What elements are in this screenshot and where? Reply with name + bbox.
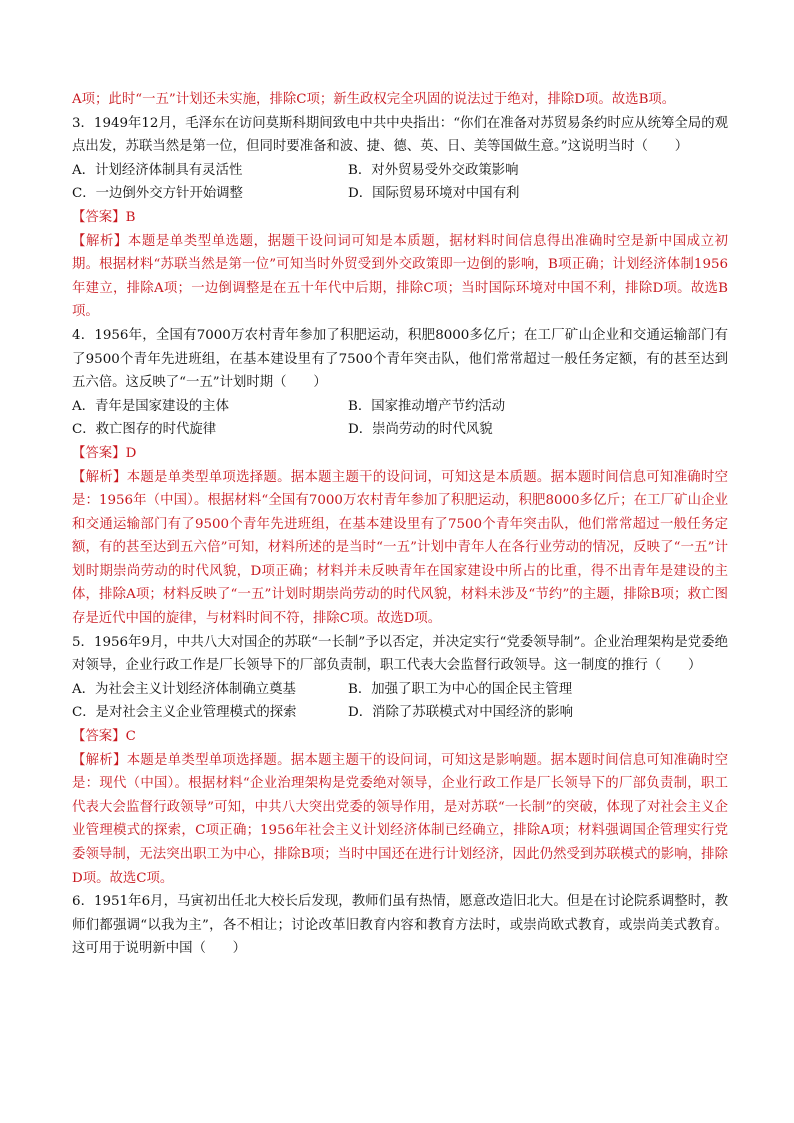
question-4-option-b: B．国家推动增产节约活动 bbox=[348, 398, 506, 414]
answer-value: C bbox=[125, 729, 136, 745]
question-4-options bbox=[72, 395, 728, 442]
analysis-text: 本题是单类型单项选择题。据本题主题干的设问词，可知这是影响题。据本题时间信息可知准确时空是：现代（中国）。根据材料“企业治理架构是党委绝对领导，企业行政工作是厂长领导下的厂部负责制，职工代表大会监督行政领导”可知，中共八大突出党委的领导作用，是对苏联“一长制”的突破，体现了对社会主义企业管理模式的探索，C项正确；1956年社会主义计划经济体制已经确立，排除A项；材料强调国企管理实行党委领导制，无法突出职工为中心，排除B项；当时中国还在进行计划经济，因此仍然受到苏联模式的影响，排除D项。故选C项。 bbox=[72, 752, 729, 886]
question-3-analysis bbox=[72, 230, 728, 324]
question-4-stem: 4．1956年，全国有7000万农村青年参加了积肥运动，积肥8000多亿斤；在工厂矿山企业和交通运输部门有了9500个青年先进班组，在基本建设里有了7500个青年突击队，他们常常超过一般任务定额，有的甚至达到五六倍。这反映了“一五”计划时期（ ） bbox=[72, 327, 728, 391]
question-3-option-b: B．对外贸易受外交政策影响 bbox=[348, 162, 519, 178]
answer-value: B bbox=[125, 209, 136, 225]
analysis-text: 本题是单类型单选题，据题干设问词可知是本质题，据材料时间信息得出准确时空是新中国成立初期。根据材料“苏联当然是第一位”可知当时外贸受到外交政策即一边倒的影响，B项正确；计划经济体制1956年建立，排除A项；一边倒调整是在五十年代中后期，排除C项；当时国际环境对中国不利，排除D项。故选B项。 bbox=[72, 233, 729, 320]
continued-analysis bbox=[72, 88, 728, 112]
question-3-option-c: C．一边倒外交方针开始调整 bbox=[72, 186, 243, 202]
question-4-answer bbox=[72, 442, 728, 466]
answer-label: 【答案】 bbox=[72, 445, 126, 461]
analysis-label: 【解析】 bbox=[72, 233, 128, 249]
answer-label: 【答案】 bbox=[72, 729, 126, 745]
question-3-stem: 3．1949年12月，毛泽东在访问莫斯科期间致电中共中央指出：“你们在准备对苏贸易条约时应从统筹全局的观点出发，苏联当然是第一位，但同时要准备和波、捷、德、英、日、美等国做生意。”这说明当时（ ） bbox=[72, 115, 728, 155]
question-3-options bbox=[72, 159, 728, 206]
question-5-options bbox=[72, 678, 728, 725]
question-5-option-b: B．加强了职工为中心的国企民主管理 bbox=[348, 681, 573, 697]
question-5-option-c: C．是对社会主义企业管理模式的探索 bbox=[72, 705, 297, 721]
document-page bbox=[72, 88, 728, 961]
answer-label: 【答案】 bbox=[72, 209, 126, 225]
question-3-option-a: A．计划经济体制具有灵活性 bbox=[72, 162, 243, 178]
analysis-label: 【解析】 bbox=[72, 469, 127, 485]
analysis-text: 本题是单类型单项选择题。据本题主题干的设问词，可知这是本质题。据本题时间信息可知准确时空是：1956年（中国）。根据材料“全国有7000万农村青年参加了积肥运动，积肥8000多亿斤；在工厂矿山企业和交通运输部门有了9500个青年先进班组，在基本建设里有了7500个青年突击队，他们常常超过一般任务定额，有的甚至达到五六倍”可知，材料所述的是当时“一五”计划中青年人在各行业劳动的情况，反映了“一五”计划时期崇尚劳动的时代风貌，D项正确；材料并未反映青年在国家建设中所占的比重，得不出青年是建设的主体，排除A项；材料反映了“一五”计划时期崇尚劳动的时代风貌，材料未涉及“节约”的主题，排除B项；救亡图存是近代中国的旋律，与材料时间不符，排除C项。故选D项。 bbox=[72, 469, 729, 627]
question-3-option-d: D．国际贸易环境对中国有利 bbox=[348, 186, 520, 202]
analysis-label: 【解析】 bbox=[72, 752, 127, 768]
question-5-option-a: A．为社会主义计划经济体制确立奠基 bbox=[72, 681, 296, 697]
answer-value: D bbox=[125, 445, 137, 461]
question-5-analysis bbox=[72, 749, 728, 891]
question-4-option-c: C．救亡图存的时代旋律 bbox=[72, 422, 217, 438]
question-5-option-d: D．消除了苏联模式对中国经济的影响 bbox=[348, 705, 573, 721]
question-3-answer bbox=[72, 206, 728, 230]
question-4-analysis bbox=[72, 466, 728, 631]
question-4-option-a: A．青年是国家建设的主体 bbox=[72, 398, 229, 414]
question-5-answer bbox=[72, 725, 728, 749]
question-5-stem: 5．1956年9月，中共八大对国企的苏联“一长制”予以否定，并决定实行“党委领导制”。企业治理架构是党委绝对领导，企业行政工作是厂长领导下的厂部负责制，职工代表大会监督行政领导。这一制度的推行（ ） bbox=[72, 634, 728, 674]
continued-analysis-text: A项；此时“一五”计划还未实施，排除C项；新生政权完全巩固的说法过于绝对，排除D项。故选B项。 bbox=[72, 92, 676, 107]
question-6-stem: 6．1951年6月，马寅初出任北大校长后发现，教师们虽有热情，愿意改造旧北大。但是在讨论院系调整时，教师们都强调“以我为主”，各不相让；讨论改革旧教育内容和教育方法时，或崇尚欧式教育，或崇尚美式教育。这可用于说明新中国（ ） bbox=[72, 894, 728, 957]
question-4-option-d: D．崇尚劳动的时代风貌 bbox=[348, 422, 493, 438]
